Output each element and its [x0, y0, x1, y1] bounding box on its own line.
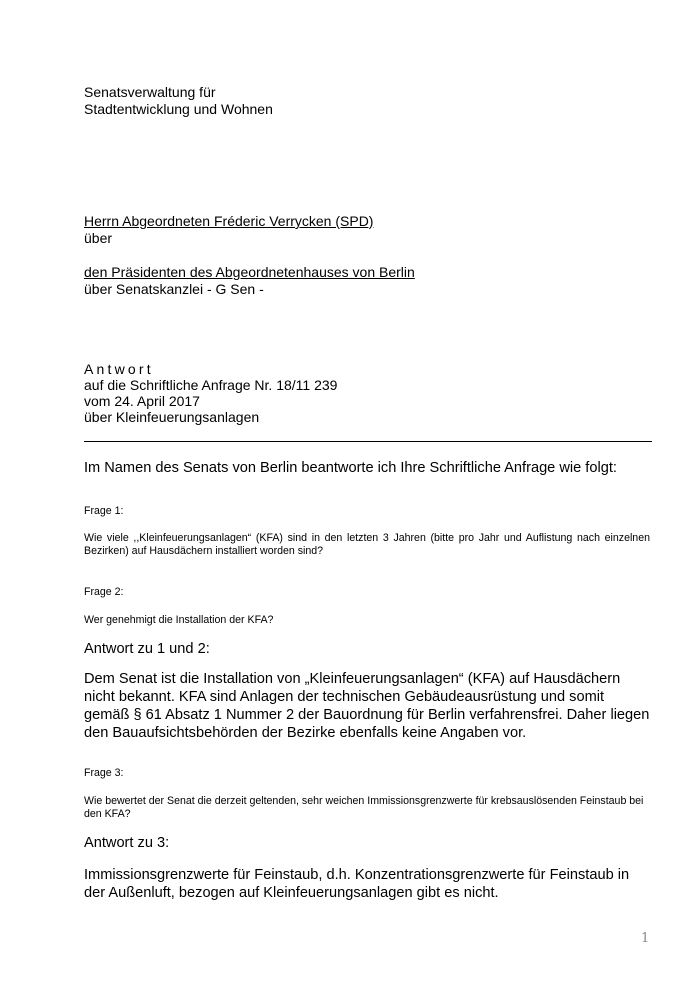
page-number: 1 [641, 931, 650, 946]
recipient-via-2: über Senatskanzlei - G Sen - [84, 281, 264, 297]
question-1-label: Frage 1: [84, 505, 124, 517]
subject-block [84, 361, 337, 425]
question-1-text: Wie viele ,,Kleinfeuerungsanlagen“ (KFA) sind in den letzten 3 Jahren (bitte pro Jahr und Auflistung nach einzelnen Bezirken) auf Hausdächern installiert worden sind? [84, 532, 650, 557]
intro-text: Im Namen des Senats von Berlin beantworte ich Ihre Schriftliche Anfrage wie folgt: [84, 460, 617, 476]
question-2-label: Frage 2: [84, 586, 124, 598]
recipient-name: Herrn Abgeordneten Fréderic Verrycken (SPD) [84, 213, 374, 229]
answer-3-text: Immissionsgrenzwerte für Feinstaub, d.h. Konzentrationsgrenzwerte für Feinstaub in der Außenluft, bezogen auf Kleinfeuerungsanlagen gibt es nicht. [84, 867, 630, 901]
question-2-text: Wer genehmigt die Installation der KFA? [84, 614, 274, 626]
sender-line-2: Stadtentwicklung und Wohnen [84, 101, 273, 117]
subject-inquiry-number: auf die Schriftliche Anfrage Nr. 18/11 239 [84, 377, 338, 393]
recipient-block [84, 213, 415, 298]
sender-line-1: Senatsverwaltung für [84, 84, 216, 100]
recipient-president: den Präsidenten des Abgeordnetenhauses von Berlin [84, 264, 415, 280]
question-3-label: Frage 3: [84, 767, 124, 779]
recipient-via-1: über [84, 230, 113, 246]
answer-3-heading: Antwort zu 3: [84, 835, 170, 851]
subject-date: vom 24. April 2017 [84, 393, 200, 409]
answer-1-2-text: Dem Senat ist die Installation von „Kleinfeuerungsanlagen“ (KFA) auf Hausdächern nicht bekannt. KFA sind Anlagen der technischen Gebäudeausrüstung und somit gemäß § 61 Absatz 1 Nummer 2 der Bauordnung für Berlin verfahrensfrei. Daher liegen den Bauaufsichtsbehörden der Bezirke ebenfalls keine Angaben vor. [84, 671, 650, 741]
question-3-text: Wie bewertet der Senat die derzeit geltenden, sehr weichen Immissionsgrenzwerte für krebsauslösenden Feinstaub bei den KFA? [84, 795, 644, 820]
answer-1-2-heading: Antwort zu 1 und 2: [84, 641, 210, 657]
divider-line [84, 441, 652, 442]
subject-title: Antwort [84, 361, 154, 377]
subject-topic: über Kleinfeuerungsanlagen [84, 409, 260, 425]
sender-block [84, 84, 273, 118]
